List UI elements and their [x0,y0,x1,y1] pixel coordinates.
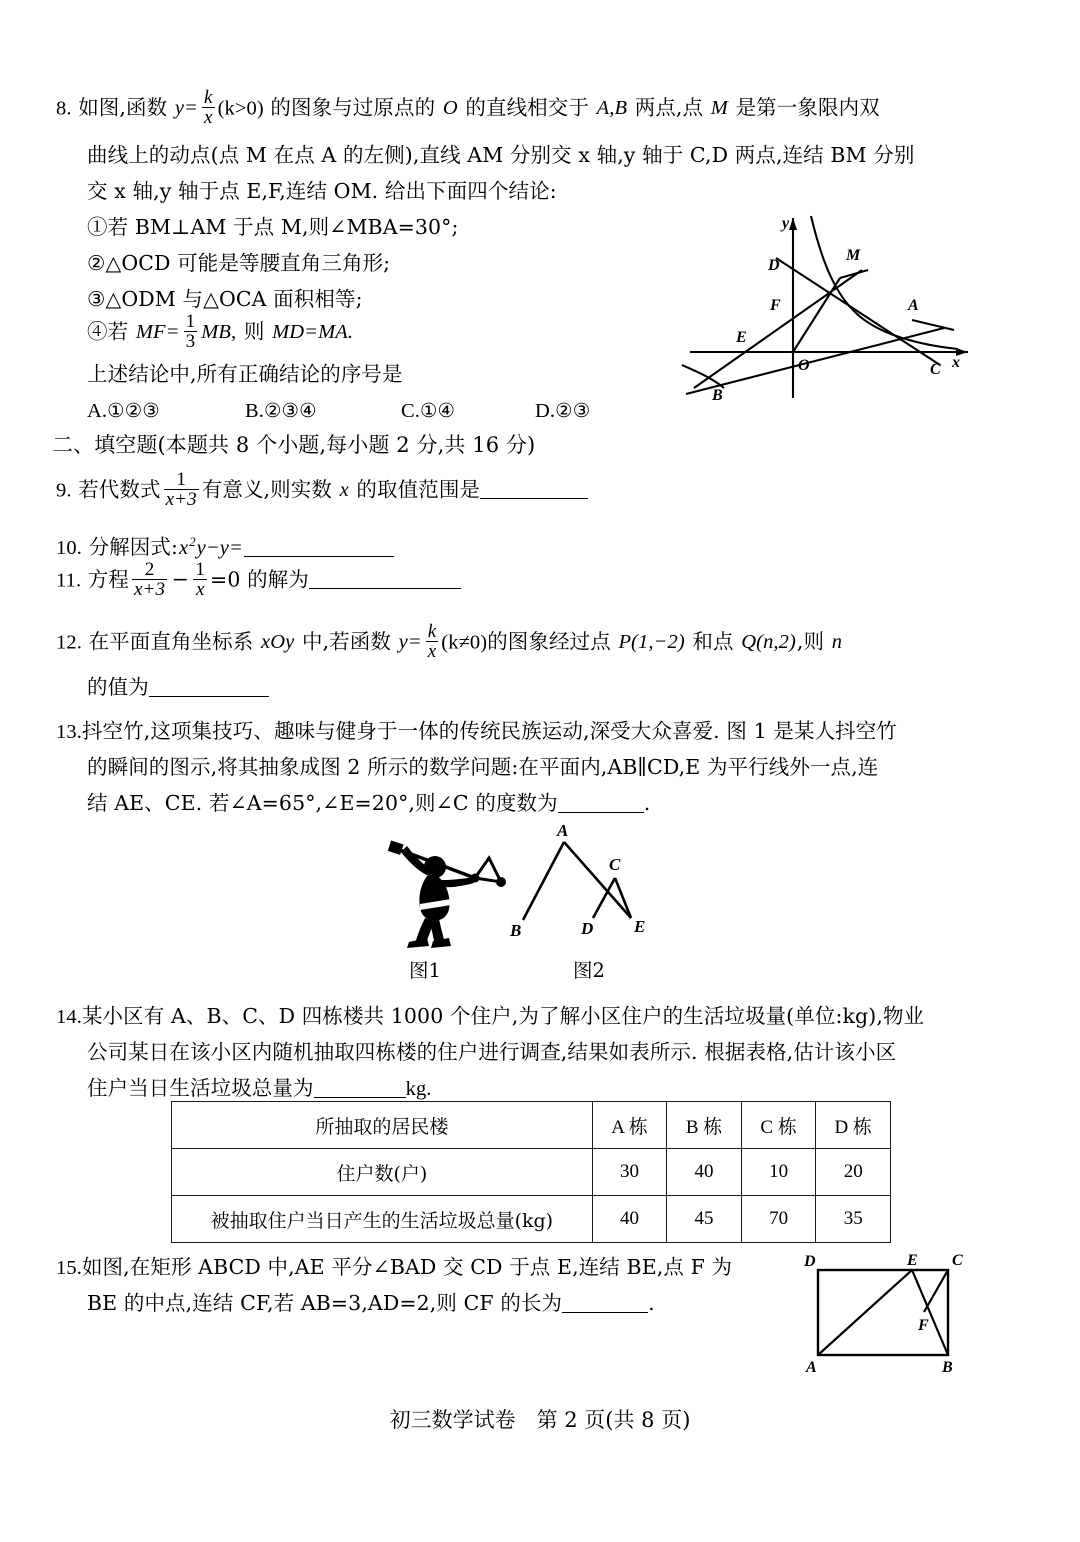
q11-minus: − [171,567,189,592]
q14-line2: 公司某日在该小区内随机抽取四栋楼的住户进行调查,结果如表所示. 根据表格,估计该小区 [87,1040,897,1064]
table-cell-label: 被抽取住户当日产生的生活垃圾总量(kg) [172,1196,593,1243]
q14-number: 14. [56,1006,82,1028]
q8-line1-text-e: 是第一象限内双 [735,95,880,120]
q8-option-A[interactable] [87,392,160,430]
q8-fraction: $\frac{k}{x}$ [204,87,213,129]
q8-label-O: O [798,357,810,374]
q15-line1 [56,1248,732,1287]
q11-fraction-2: $\frac{1}{x}$ [195,559,206,601]
table-cell-value: 30 [592,1149,667,1196]
q14-line3-text: 住户当日生活垃圾总量为 [87,1076,314,1100]
q15-label-C: C [952,1252,963,1269]
table-row [172,1149,891,1196]
q8-stmt4-c: MD=MA. [272,321,354,344]
q11-text-2: =0 的解为 [210,567,309,592]
q13-line2: 的瞬间的图示,将其抽象成图 2 所示的数学问题:在平面内,AB∥CD,E 为平行线外一点,连 [87,755,879,779]
q13-line1 [56,712,897,751]
q8-label-D: D [768,257,780,274]
q13-caption-2: 图2 [573,959,605,982]
table-cell-value: 40 [667,1149,742,1196]
q8-number: 8. [56,97,72,120]
table-cell-label: 住户数(户) [172,1149,593,1196]
q8-line1-text-a: 如图,函数 [78,95,168,120]
q8-option-C[interactable] [401,392,455,430]
q12-line1 [56,622,843,662]
q9-text-1: 若代数式 [78,477,161,502]
q8-option-D-key: D. [535,400,556,422]
q13-fig2-label-A: A [557,821,569,840]
q13-fig2-label-C: C [609,855,621,874]
q13-line3-period: . [643,791,651,815]
q12-text-d: 和点 [692,629,734,654]
q15-label-E: E [907,1252,918,1269]
table-cell-header-B: B 栋 [667,1102,742,1149]
q15-label-A: A [806,1359,817,1375]
table-cell-header-A: A 栋 [592,1102,667,1149]
q8-label-E: E [736,329,747,346]
q14-line1-text: 某小区有 A、B、C、D 四栋楼共 1000 个住户,为了解小区住户的生活垃圾量(单位:kg),物业 [81,1004,925,1028]
q13-figure-1 [385,826,510,951]
q9-fraction: $\frac{1}{x+3}$ [165,469,197,511]
q15-number: 15. [56,1257,82,1279]
q12-text-a: 在平面直角坐标系 [88,629,254,654]
q8-line2: 曲线上的动点(点 M 在点 A 的左侧),直线 AM 分别交 x 轴,y 轴于 C,D 两点,连结 BM 分别 [87,143,915,167]
section2-heading: 二、填空题(本题共 8 个小题,每小题 2 分,共 16 分) [52,433,536,457]
q15-line2 [87,1284,655,1322]
q8-y-eq: y= [174,97,198,120]
q11-text-1: 方程 [87,567,129,592]
q15-figure [800,1250,980,1375]
q8-option-A-key: A. [87,400,108,422]
table-cell-value: 40 [592,1196,667,1243]
q12-answer-blank[interactable] [149,679,269,697]
q14-line1 [56,997,924,1036]
q12-number: 12. [56,631,82,654]
q15-line1-text: 如图,在矩形 ABCD 中,AE 平分∠BAD 交 CD 于点 E,连结 BE,点 F 为 [81,1255,733,1279]
q8-option-A-text: ①②③ [107,399,160,422]
q8-line1-text-c: 的直线相交于 [465,95,589,120]
q8-point-O: O [442,97,458,120]
q12-text-c: 的图象经过点 [487,629,611,654]
q14-data-table [171,1101,891,1243]
q13-caption-1: 图1 [409,959,441,982]
q12-xOy: xOy [261,631,295,654]
q8-figure [672,202,992,402]
q8-stmt4-fraction: $\frac{1}{3}$ [185,311,196,353]
table-row [172,1196,891,1243]
q13-line3 [87,784,650,822]
q12-line2-text: 的值为 [87,675,149,699]
q8-option-C-text: ①④ [420,399,456,422]
q8-line1 [56,88,880,128]
q12-text-e: ,则 [796,629,825,654]
q8-option-D[interactable] [535,392,590,430]
q8-option-B[interactable] [245,392,317,430]
q8-label-M: M [846,247,861,264]
q8-line1-text-d: 两点,点 [634,95,704,120]
q8-stmt4-mb: MB, [201,321,237,344]
q15-line2-text: BE 的中点,连结 CF,若 AB=3,AD=2,则 CF 的长为 [87,1291,563,1315]
q14-answer-blank[interactable] [314,1080,406,1098]
q9-answer-blank[interactable] [480,481,588,499]
q8-option-C-key: C. [401,400,420,422]
q10-answer-blank[interactable] [244,539,394,557]
q12-point-Q: Q(n,2) [741,631,796,654]
table-cell-value: 35 [816,1196,891,1243]
q12-point-P: P(1,−2) [618,631,685,654]
q8-line1-text-b: 的图象与过原点的 [270,95,436,120]
q13-figure-2 [505,820,665,950]
q13-fig2-label-B: B [510,921,522,940]
q8-statement-1: ①若 BM⊥AM 于点 M,则∠MBA=30°; [87,215,459,239]
table-cell-value: 45 [667,1196,742,1243]
q12-condition: (k≠0) [441,631,488,654]
q10-number: 10. [56,536,82,559]
q8-label-A: A [908,297,919,314]
q8-statement-4 [87,312,354,352]
q8-stmt4-mf: MF= [135,321,180,344]
q8-statement-3: ③△ODM 与△OCA 面积相等; [87,287,363,311]
q9-variable: x [339,479,349,502]
q8-statement-2: ②△OCD 可能是等腰直角三角形; [87,251,391,275]
q13-answer-blank[interactable] [558,795,644,813]
table-cell-value: 20 [816,1149,891,1196]
q8-stmt4-a: ④若 [87,319,129,344]
q9-line [56,470,588,510]
q10-text-1: 分解因式: [88,534,178,559]
q15-label-D: D [804,1253,816,1270]
q15-label-F: F [918,1317,929,1334]
q13-line1-text: 抖空竹,这项集技巧、趣味与健身于一体的传统民族运动,深受大众喜爱. 图 1 是某人抖空竹 [81,719,897,743]
q8-option-B-key: B. [245,400,264,422]
q13-line3-text: 结 AE、CE. 若∠A=65°,∠E=20°,则∠C 的度数为 [87,791,558,815]
q8-point-M: M [710,97,728,120]
q8-option-B-text: ②③④ [264,399,317,422]
q8-k-condition: (k>0) [217,97,264,120]
table-cell-value: 70 [741,1196,816,1243]
q13-number: 13. [56,721,82,743]
table-row [172,1102,891,1149]
q13-fig2-label-D: D [581,919,594,938]
q15-line2-period: . [648,1291,655,1315]
q8-label-x: x [952,354,960,371]
table-cell-label: 所抽取的居民楼 [172,1102,593,1149]
q8-points-AB: A,B [596,97,628,120]
q9-text-3: 的取值范围是 [356,477,481,502]
q11-number: 11. [56,569,82,592]
table-cell-value: 10 [741,1149,816,1196]
q8-label-B: B [712,387,723,402]
q12-fraction: $\frac{k}{x}$ [427,621,437,663]
q11-line [56,560,461,600]
q12-y-eq: y= [398,631,422,654]
q10-expr-rest: y−y= [196,536,243,559]
q8-option-D-text: ②③ [555,399,591,422]
q10-expr-exponent: 2 [189,535,196,549]
q8-line3: 交 x 轴,y 轴于点 E,F,连结 OM. 给出下面四个结论: [87,179,557,203]
q8-prompt: 上述结论中,所有正确结论的序号是 [87,362,403,386]
q8-label-F: F [770,297,781,314]
q8-stmt4-b: 则 [243,319,265,344]
q12-text-b: 中,若函数 [301,629,391,654]
q8-label-C: C [930,361,941,378]
q12-line2 [87,668,269,706]
q8-label-y: y [782,215,790,232]
q14-unit: kg. [405,1078,432,1100]
table-cell-header-D: D 栋 [816,1102,891,1149]
q15-label-B: B [942,1359,953,1375]
table-cell-header-C: C 栋 [741,1102,816,1149]
q9-number: 9. [56,479,72,502]
q11-fraction-1: $\frac{2}{x+3}$ [134,559,166,601]
page-footer: 初三数学试卷 第 2 页(共 8 页) [389,1408,691,1432]
q11-answer-blank[interactable] [309,571,461,589]
q10-expr-base: x [178,536,189,559]
q9-text-2: 有意义,则实数 [201,477,332,502]
q13-fig2-label-E: E [634,917,646,936]
q12-variable-n: n [831,631,843,654]
q15-answer-blank[interactable] [562,1295,648,1313]
